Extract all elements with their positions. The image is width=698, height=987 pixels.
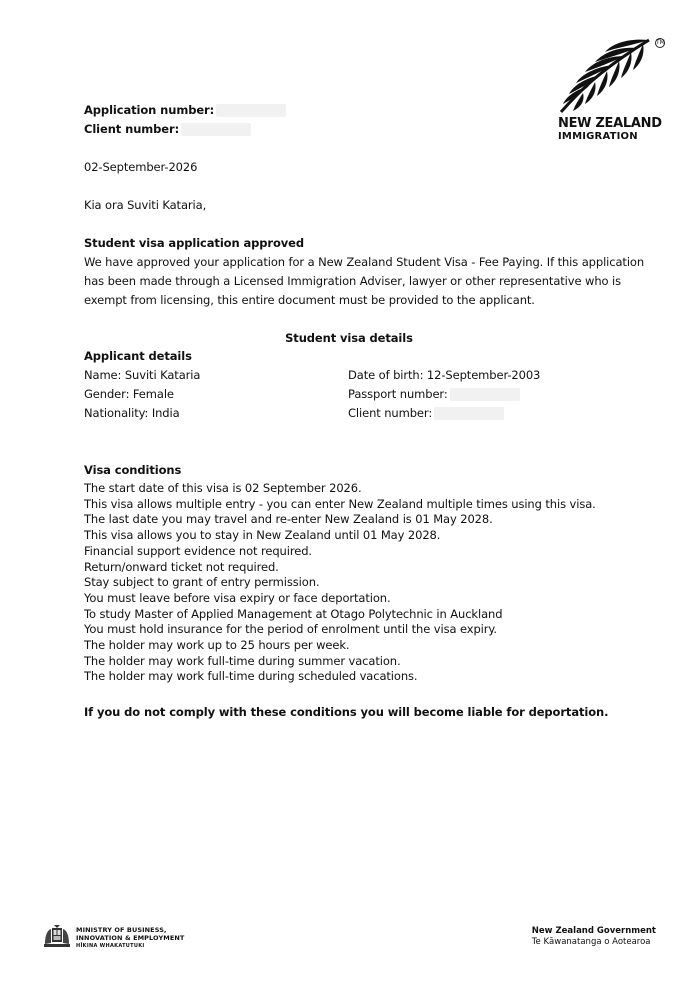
approval-line: exempt from licensing, this entire document must be provided to the applicant. [84,293,535,307]
condition-item: Stay subject to grant of entry permission. [84,575,320,590]
details-title: Student visa details [285,331,413,345]
approval-line: has been made through a Licensed Immigration Adviser, lawyer or other representative who is [84,274,621,288]
condition-item: Financial support evidence not required. [84,543,312,558]
approval-heading: Student visa application approved [84,236,304,250]
condition-item: To study Master of Applied Management at Otago Polytechnic in Auckland [84,606,503,621]
logo-text-immigration: IMMIGRATION [558,131,638,142]
applicant-name: Name: Suviti Kataria [84,368,201,382]
nz-government-name: New Zealand Government [531,926,656,936]
condition-item: The start date of this visa is 02 September 2026. [84,481,362,495]
conditions-list [84,481,596,685]
details-client-number-row [348,404,504,423]
client-number-row [84,120,251,139]
nz-government-footer [532,926,656,948]
mbie-line1: MINISTRY OF BUSINESS, [76,926,167,934]
applicant-gender: Gender: Female [84,387,174,401]
mbie-line2: INNOVATION & EMPLOYMENT [76,934,185,942]
application-number-label: Application number: [84,103,215,117]
condition-item: This visa allows you to stay in New Zealand until 01 May 2028. [84,528,441,543]
redacted-client-number [181,123,251,136]
approval-line: We have approved your application for a New Zealand Student Visa - Fee Paying. If this application [84,255,645,269]
silver-fern-icon [557,34,657,114]
condition-item: You must leave before visa expiry or face deportation. [84,590,391,605]
application-number-row [84,101,286,120]
logo-text-new-zealand: NEW ZEALAND [558,116,662,131]
client-number-label: Client number: [84,122,180,136]
redacted-application-number [216,104,286,117]
letter-date: 02-September-2026 [84,160,198,174]
trademark-icon: TM [656,39,665,46]
condition-item: Return/onward ticket not required. [84,559,279,574]
nz-immigration-logo [555,34,670,149]
condition-item: The holder may work full-time during scheduled vacations. [84,669,418,684]
redacted-details-client-number [434,407,504,420]
nz-government-maori-name: Te Kāwanatanga o Aotearoa [531,937,651,947]
applicant-heading: Applicant details [84,349,192,363]
condition-item: The holder may work up to 25 hours per week. [84,638,350,653]
condition-item: The holder may work full-time during summer vacation. [84,653,401,668]
applicant-dob: Date of birth: 12-September-2003 [348,368,541,382]
passport-number-row [348,385,520,404]
details-client-number-label: Client number: [348,406,433,420]
condition-item: You must hold insurance for the period of enrolment until the visa expiry. [84,622,497,637]
condition-item: The last date you may travel and re-enter New Zealand is 01 May 2028. [84,512,493,527]
greeting: Kia ora Suviti Kataria, [84,198,207,212]
approval-paragraph [84,253,644,310]
condition-item: This visa allows multiple entry - you can enter New Zealand multiple times using this visa. [84,496,596,511]
passport-number-label: Passport number: [348,387,448,401]
mbie-line3: HĪKINA WHAKATUTUKI [76,943,145,949]
mbie-text [76,926,184,950]
coat-of-arms-icon [42,924,72,950]
redacted-passport-number [450,388,520,401]
deportation-warning: If you do not comply with these conditions you will become liable for deportation. [84,705,609,719]
conditions-heading: Visa conditions [84,463,182,477]
applicant-nationality: Nationality: India [84,406,180,420]
